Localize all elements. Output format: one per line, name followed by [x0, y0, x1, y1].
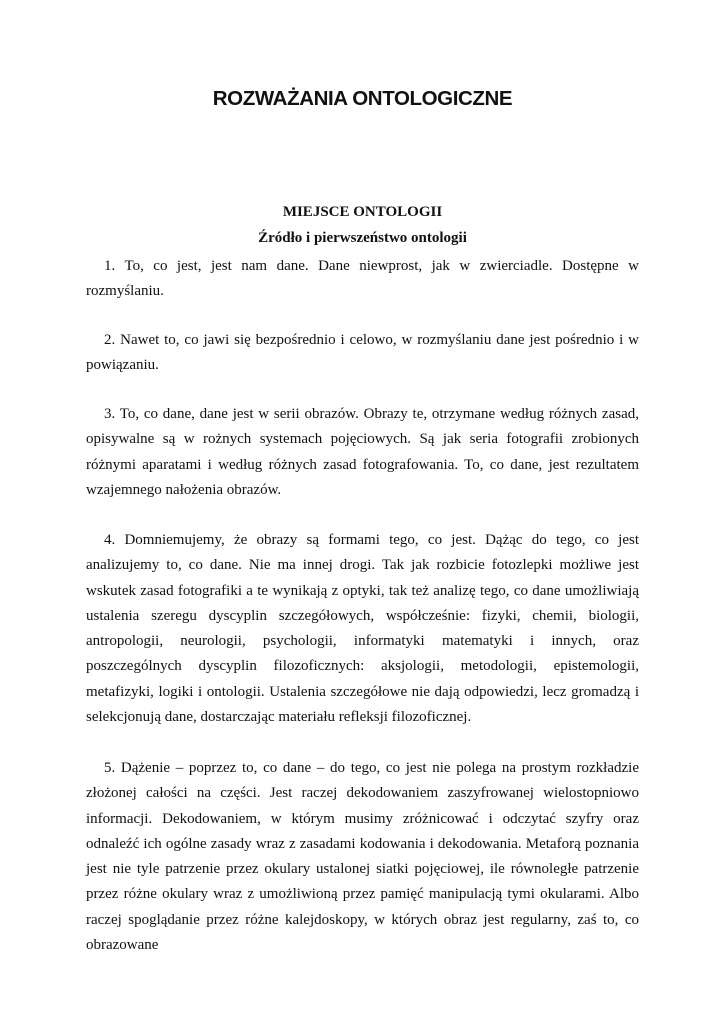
document-title: ROZWAŻANIA ONTOLOGICZNE: [212, 87, 513, 110]
paragraph-3: 3. To, co dane, dane jest w serii obrazów. Obrazy te, otrzymane według różnych zasad, opisywalne są w rożnych systemach pojęciowych. Są jak seria fotografii zrobionych różnymi aparatami i według różnych zasad fotografowania. To, co dane, jest rezultatem wzajemnego nałożenia obrazów.: [86, 406, 639, 498]
paragraph-5: 5. Dążenie – poprzez to, co dane – do tego, co jest nie polega na prostym rozkładzie złożonej całości na części. Jest raczej dekodowaniem zaszyfrowanej wielostopniowo informacji. Dekodowaniem, w którym musimy zróżnicować i odczytać szyfry oraz odnaleźć ich ogólne zasady wraz z zasadami kodowania i dekodowania. Metaforą poznania jest nie tyle patrzenie przez okulary ustalonej siatki pojęciowej, ile równoległe patrzenie przez różne okulary wraz z umożliwioną przez pamięć manipulacją tymi okularami. Albo raczej spoglądanie przez różne kalejdoskopy, w których obraz jest regularny, zaś to, co obrazowane: [86, 760, 639, 954]
paragraph-1: 1. To, co jest, jest nam dane. Dane niewprost, jak w zwierciadle. Dostępne w rozmyślaniu.: [86, 258, 639, 300]
paragraph-2: 2. Nawet to, co jawi się bezpośrednio i celowo, w rozmyślaniu dane jest pośrednio i w powiązaniu.: [86, 332, 639, 374]
sub-heading: Źródło i pierwszeństwo ontologii: [258, 230, 467, 246]
paragraph-4: 4. Domniemujemy, że obrazy są formami tego, co jest. Dążąc do tego, co jest analizujemy to, co dane. Nie ma innej drogi. Tak jak rozbicie fotozlepki możliwe jest wskutek zasad fotografiki a te wynikają z optyki, tak też analizę tego, co dane umożliwiają ustalenia szeregu dyscyplin szczegółowych, współcześnie: fizyki, chemii, biologii, antropologii, neurologii, psychologii, informatyki matematyki i innych, oraz poszczególnych dyscyplin filozoficznych: aksjologii, metodologii, epistemologii, metafizyki, logiki i ontologii. Ustalenia szczegółowe nie dają odpowiedzi, lecz gromadzą i selekcjonują dane, dostarczając materiału refleksji filozoficznej.: [86, 532, 639, 726]
section-heading: MIEJSCE ONTOLOGII: [282, 204, 443, 220]
